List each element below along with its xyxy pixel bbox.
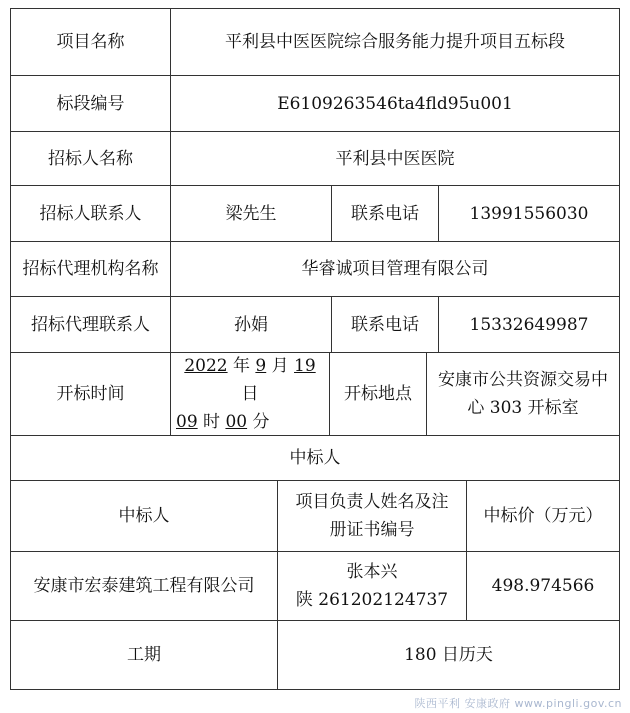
opening-clock (175, 408, 270, 436)
opening-month: 9 (255, 356, 267, 376)
manager-cert: 陕 261202124737 (295, 590, 449, 610)
opening-year: 2022 (184, 356, 228, 376)
manager-info (277, 551, 467, 621)
winner-col-header: 中标人 (10, 480, 278, 552)
agency-phone-value: 15332649987 (438, 296, 620, 353)
opening-hour: 09 (176, 412, 198, 432)
winner-name: 安康市宏泰建筑工程有限公司 (10, 551, 278, 621)
opening-time-value (170, 352, 330, 436)
opening-year-unit: 年 (232, 356, 250, 376)
tenderer-value: 平利县中医医院 (170, 131, 620, 186)
opening-minute: 00 (225, 412, 248, 432)
tenderer-contact-label: 招标人联系人 (10, 185, 171, 242)
section-no-value: E6109263546ta4fld95u001 (170, 75, 620, 132)
tenderer-phone-value: 13991556030 (438, 185, 620, 242)
opening-date (175, 352, 325, 408)
opening-place-value: 安康市公共资源交易中心 303 开标室 (426, 352, 620, 436)
manager-name: 张本兴 (346, 562, 398, 582)
tenderer-label: 招标人名称 (10, 131, 171, 186)
tenderer-contact-value: 梁先生 (170, 185, 332, 242)
opening-minute-unit: 分 (252, 412, 270, 432)
opening-time-label: 开标时间 (10, 352, 171, 436)
agency-value: 华睿诚项目管理有限公司 (170, 241, 620, 297)
section-no-label: 标段编号 (10, 75, 171, 132)
agency-contact-label: 招标代理联系人 (10, 296, 171, 353)
agency-contact-value: 孙娟 (170, 296, 332, 353)
project-name-label: 项目名称 (10, 8, 171, 76)
opening-day: 19 (294, 356, 316, 376)
duration-label: 工期 (10, 620, 278, 690)
winning-price: 498.974566 (466, 551, 620, 621)
project-name-value: 平利县中医医院综合服务能力提升项目五标段 (170, 8, 620, 76)
opening-hour-unit: 时 (203, 412, 221, 432)
opening-day-unit: 日 (241, 384, 259, 404)
site-watermark: 陕西平利 安康政府 www.pingli.gov.cn (414, 697, 622, 710)
opening-month-unit: 月 (271, 356, 289, 376)
price-col-header: 中标价（万元） (466, 480, 620, 552)
opening-place-label: 开标地点 (329, 352, 427, 436)
duration-value: 180 日历天 (277, 620, 620, 690)
manager-col-header: 项目负责人姓名及注册证书编号 (277, 480, 467, 552)
winner-section-title: 中标人 (10, 435, 620, 481)
tenderer-phone-label: 联系电话 (331, 185, 439, 242)
agency-phone-label: 联系电话 (331, 296, 439, 353)
agency-label: 招标代理机构名称 (10, 241, 171, 297)
